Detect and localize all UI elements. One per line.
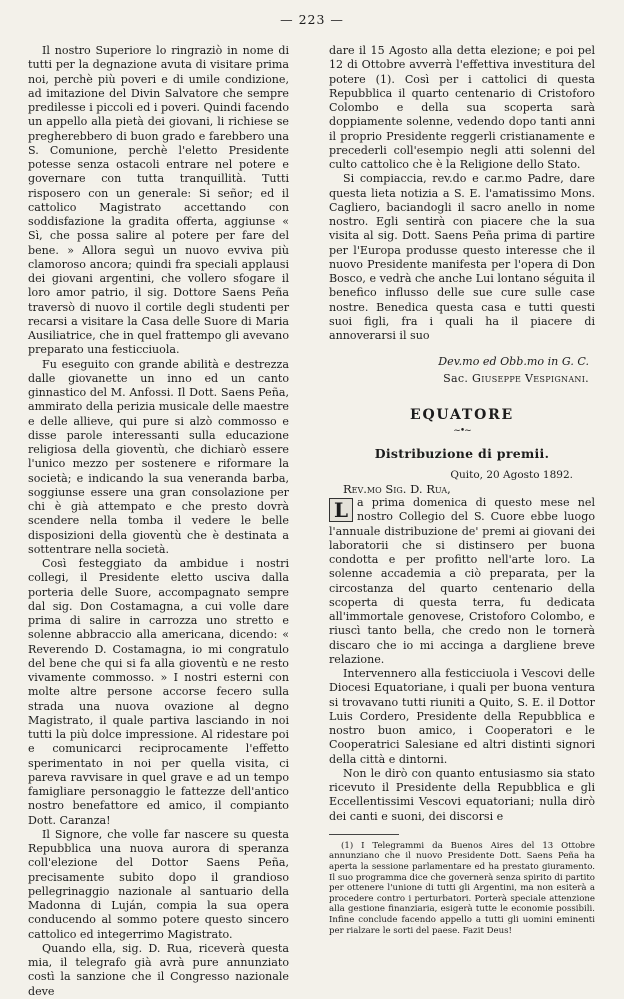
paragraph: Il nostro Superiore lo ringraziò in nome di tutti per la degnazione avuta di visitare prima noi, perchè più poveri e di umile condizione, ad imitazione del Divin Salvatore che sempre predilesse i piccoli ed i poveri. Quindi facendo un appello alla pietà dei giovani, li richiese se pregherebbero di buon grado e farebbero una S. Comunione, perchè l'eletto Presidente potesse senza ostacoli entrare nel potere e governare con tutta tranquillità. Tutti risposero con un generale: Si señor; ed il cattolico Magistrato accettando con soddisfazione la gradita offerta, aggiunse « Sì, che possa salire al potere per fare del bene. » Allora seguì un nuovo evviva più clamoroso ancora; quindi fra speciali applausi dei giovani argentini, che vollero sfogare il loro amor patrio, il sig. Dottore Saens Peña traversò di nuovo il cortile degli studenti per recarsi a visitare la Casa delle Suore di Maria Ausiliatrice, che in quel frattempo gli avevano preparato una festicciuola. [28,44,289,357]
paragraph: Intervennero alla festicciuola i Vescovi delle Diocesi Equatoriane, i quali per buona ventura si trovavano tutti riuniti a Quito, S. E. il Dottor Luis Cordero, Presidente della Repubblica e nostro buon amico, i Cooperatori e le Cooperatrici Salesiane ed altri distinti signori della città e dintorni. [329,667,595,766]
paragraph-text: a prima domenica di questo mese nel nostro Collegio del S. Cuore ebbe luogo l'annuale distribuzione de' premi ai giovani dei laboratorii che si distinsero per buona condotta e per profitto nell'arte loro. La solenne accademia a ciò preparata, per la circostanza del quarto centenario della scoperta di questa terra, fu dedicata all'immortale genovese, Cristoforo Colombo, e riuscì tanto bella, che credo non le tornerà discaro che io mi accinga a dargliene breve relazione. [329,496,595,666]
article-title: Distribuzione di premii. [374,446,550,462]
footnote [329,841,595,936]
signature-closing: Dev.mo ed Obb.mo in G. C. [438,355,589,369]
dateline: Quito, 20 Agosto 1892. [450,468,573,481]
right-column [329,44,595,936]
left-column [28,44,289,999]
paragraph: dare il 15 Agosto alla detta elezione; e poi pel 12 di Ottobre avverrà l'effettiva investitura del potere (1). Così per i cattolici di questa Repubblica il quarto centenario di Cristoforo Colombo e della sua scoperta sarà doppiamente solenne, vedendo dopo tanti anni il proprio Presidente reggerli cristianamente e precederli coll'esempio negli atti solenni del culto cattolico che è la Religione dello Stato. [329,44,595,171]
paragraph: Il Signore, che volle far nascere su questa Repubblica una nuova aurora di speranza coll'elezione del Dottor Saens Peña, precisamente subito dopo il grandioso pellegrinaggio nazionale al santuario della Madonna di Luján, compia la sua opera conducendo al sommo potere questo sincero cattolico ed integerrimo Magistrato. [28,827,289,941]
footnote-rule [329,834,399,835]
greeting: Rev.mo Sig. D. Rua, [343,481,451,496]
signature-author: Giuseppe Vespignani. [472,371,589,385]
footnote-text: (1) I Telegrammi da Buenos Aires del 13 Ottobre annunziano che il nuovo Presidente Dott. Saens Peña ha aperta la sessione parlamentare ed ha prestato giuramento. Il suo programma dice che governerà senza spirito di partito per ottenere l'unione di tutti gli Argentini, ma non esiterà a procedere contro i perturbatori. Porterà speciale attenzione alla gestione finanziaria, esigerà tutte le economie possibili. Infine conclude facendo appello a tutti gli uomini eminenti per rialzare le sorti del paese. Fazit Deus! [329,840,595,936]
paragraph: Si compiaccia, rev.do e car.mo Padre, dare questa lieta notizia a S. E. l'amatissimo Mons. Cagliero, baciandogli il sacro anello in nome nostro. Egli sentirà con piacere che la sua visita al sig. Dott. Saens Peña prima di partire per l'Europa produsse questo interesse che il nuovo Presidente manifesta per l'opera di Don Bosco, e vedrà che anche Lui lontano séguita il benefico influsso delle sue cure sulle case nostre. Benedica questa casa e tutti questi suoi figli, fra i quali ha il piacere di annoverarsi il suo [329,172,595,342]
ornament-divider: ~•~ [453,426,471,436]
paragraph: Quando ella, sig. D. Rua, riceverà questa mia, il telegrafo già avrà pure annunziato costì la sanzione che il Congresso nazionale deve [28,941,289,998]
section-title: EQUATORE [409,406,515,423]
signature-name [329,372,589,386]
paragraph: Così festeggiato da ambidue i nostri collegi, il Presidente eletto usciva dalla porteria delle Suore, accompagnato sempre dal sig. Don Costamagna, a cui volle dare prima di salire in carrozza uno stretto e solenne abbraccio alla americana, dicendo: « Reverendo D. Costamagna, io mi congratulo del bene che qui si fa alla gioventù e ne resto vivamente commosso. » I nostri esterni con molte altre persone accorse fecero sulla strada una nuova ovazione al degno Magistrato, il quale partiva lasciando in noi tutti la più dolce impressione. Al ridestare poi e comunicarci reciprocamente l'effetto sperimentato in noi per quella visita, ci pareva ravvisare in quel grave e ad un tempo famigliare personaggio le fattezze dell'antico nostro benefattore ed amico, il compianto Dott. Caranza! [28,557,289,827]
signature-prefix: Sac. [443,371,469,385]
drop-cap: L [329,498,353,522]
paragraph: Non le dirò con quanto entusiasmo sia stato ricevuto il Presidente della Repubblica e gli Eccellentissimi Vescovi equatoriani; nulla dirò dei canti e suoni, dei discorsi e [329,766,595,823]
paragraph: Fu eseguito con grande abilità e destrezza dalle giovanette un inno ed un canto ginnastico del M. Anfossi. Il Dott. Saens Peña, ammirato della perizia musicale delle maestre e delle allieve, qui pure si alzò commosso e disse parole interessanti sulla educazione religiosa della gioventù, che dichiarò essere l'unico mezzo per sostenere e riformare la società; e indicando la sua veneranda barba, soggiunse essere una gran consolazione per chi è già attempato e che presto dovrà scendere nella tomba il vedere le belle disposizioni della gioventù che è destinata a sottentrare nella società. [28,357,289,556]
page-number: — 223 — [280,12,344,27]
paragraph [329,496,595,667]
